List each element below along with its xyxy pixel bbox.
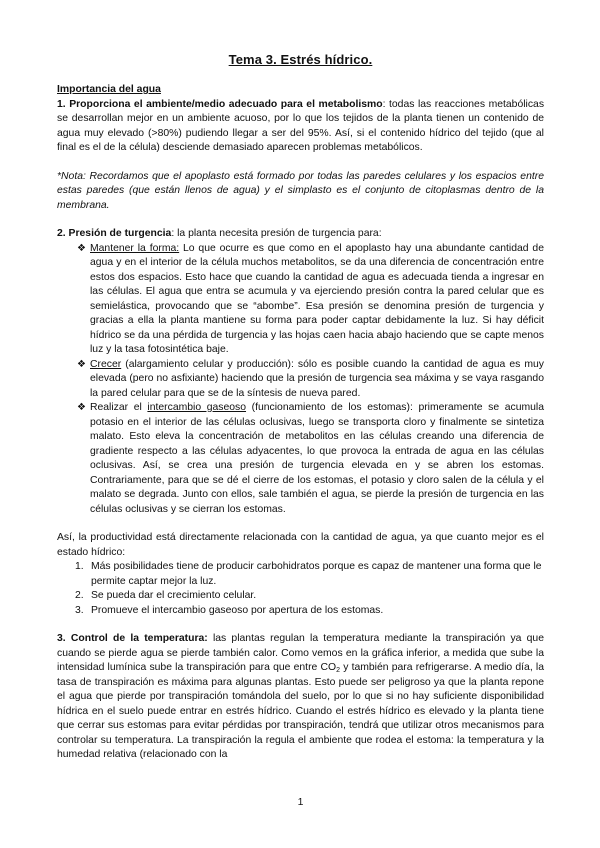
bullet-item-shape: ❖ Mantener la forma: Lo que ocurre es que como en el apoplasto hay una abundante cantidad de agua y en el interior de la célula muchos metabolitos, se da una diferencia de concentración entre estos dos espacios. Esto hace que cuando la cantidad de agua es adecuada tienda a ingresar en las células. El agua que entra se acumula y va ejerciendo presión contra la pared celular que es semielástica, provocando que se “abombe”. Esa presión se denomina presión de turgencia y gracias a ella la planta mantiene su forma para poder captar debidamente la luz. Si hay déficit hídrico se da una pérdida de turgencia y las hojas caen hacia abajo haciendo que se capte menos luz y la tasa fotosintética baje. xyxy=(77,242,544,355)
page-number: 1 xyxy=(297,797,304,808)
document-page xyxy=(57,0,544,848)
bullet-item-gas-exchange: ❖ Realizar el intercambio gaseoso (funcionamiento de los estomas): primeramente se acumula potasio en el interior de las células oclusivas, luego se transporta cloro y finalmente se sintetiza malato. Esto eleva la concentración de metabolitos en las células creando una diferencia de gradiente respecto a las células adyacentes, lo que provoca la entrada de agua en las células oclusivas. Así, se crea una presión de turgencia elevada en y se abren los estomas. Contrariamente, para que se dé el cierre de los estomas, el potasio y cloro salen de la célula y el malato se degrada. Junto con ellos, sale también el agua, se pierde la presión de turgencia en las células oclusivas y se cierran los estomas. xyxy=(77,402,544,515)
point-3-heading: 3. Control de la temperatura: xyxy=(57,633,208,644)
diamond-bullet-icon: ❖ xyxy=(77,358,86,370)
document-body xyxy=(57,83,544,763)
note-paragraph: *Nota: Recordamos que el apoplasto está formado por todas las paredes celulares y los espacios entre estas paredes (que están llenos de agua) y el simplasto es el conjunto de citoplasmas dentro de la membrana. xyxy=(57,170,544,211)
productivity-paragraph: Así, la productividad está directamente relacionada con la cantidad de agua, ya que cuanto mejor es el estado hídrico: xyxy=(57,532,544,558)
productivity-numbered-list xyxy=(57,560,544,618)
diamond-bullet-icon: ❖ xyxy=(77,402,86,413)
point-3-paragraph: 3. Control de la temperatura: las plantas regulan la temperatura mediante la transpiración ya que cuando se pierde agua se pierde también calor. Como vemos en la gráfica inferior, a medida que sube la intensidad lumínica sube la transpiración para que entre $CO_2$ y también para refrigerarse. A medio día, la tasa de transpiración es máxima para algunas plantas. Esto puede ser peligroso ya que la planta repone el agua que pierde por transpiración tomándola del suelo, por lo que si no hay suficiente disponibilidad hídrica en el suelo puede entrar en estrés hídrico. Cuando el estrés hídrico es elevado y la planta tiene que cerrar sus estomas para evitar pérdidas por transpiración, tendrá que utilizar otros mecanismos para controlar su temperatura. La transpiración la regula el ambiente que rodea el estoma: la temperatura y la humedad relativa (relacionado con la xyxy=(57,633,544,760)
list-item: 3. Promueve el intercambio gaseoso por apertura de los estomas. xyxy=(75,604,384,616)
point-2-paragraph: 2. Presión de turgencia: la planta necesita presión de turgencia para: xyxy=(57,228,382,239)
point-1-paragraph xyxy=(57,98,544,156)
point-1-heading: 1. Proporciona el ambiente/medio adecuado para el metabolismo xyxy=(57,98,383,110)
point-2-heading: 2. Presión de turgencia xyxy=(57,228,172,239)
turgor-bullet-list xyxy=(57,242,544,518)
point-1-text: : todas las reacciones metabólicas se desarrollan mejor en un ambiente acuoso, por lo que los tejidos de la planta tienen un contenido de agua muy elevado (>80%) pudiendo llegar a ser del 95%. Así, si el contenido hídrico del tejido (que al final es el de la célula) desciende demasiado aparecen problemas metabólicos. xyxy=(57,98,545,153)
bullet-item-growth: ❖ Crecer (alargamiento celular y producción): sólo es posible cuando la cantidad de agua es muy elevada (pero no asfixiante) haciendo que la presión de turgencia sea máxima y se vaya rasgando la pared celular para que se de la síntesis de nueva pared. xyxy=(77,358,544,399)
section-heading-importance: Importancia del agua xyxy=(57,84,161,95)
page-title: Tema 3. Estrés hídrico. xyxy=(228,52,373,67)
list-item: 2. Se pueda dar el crecimiento celular. xyxy=(75,590,257,601)
list-item: 1. Más posibilidades tiene de producir carbohidratos porque es capaz de mantener una forma que le permite captar mejor la luz. xyxy=(75,561,542,587)
diamond-bullet-icon: ❖ xyxy=(77,242,86,254)
